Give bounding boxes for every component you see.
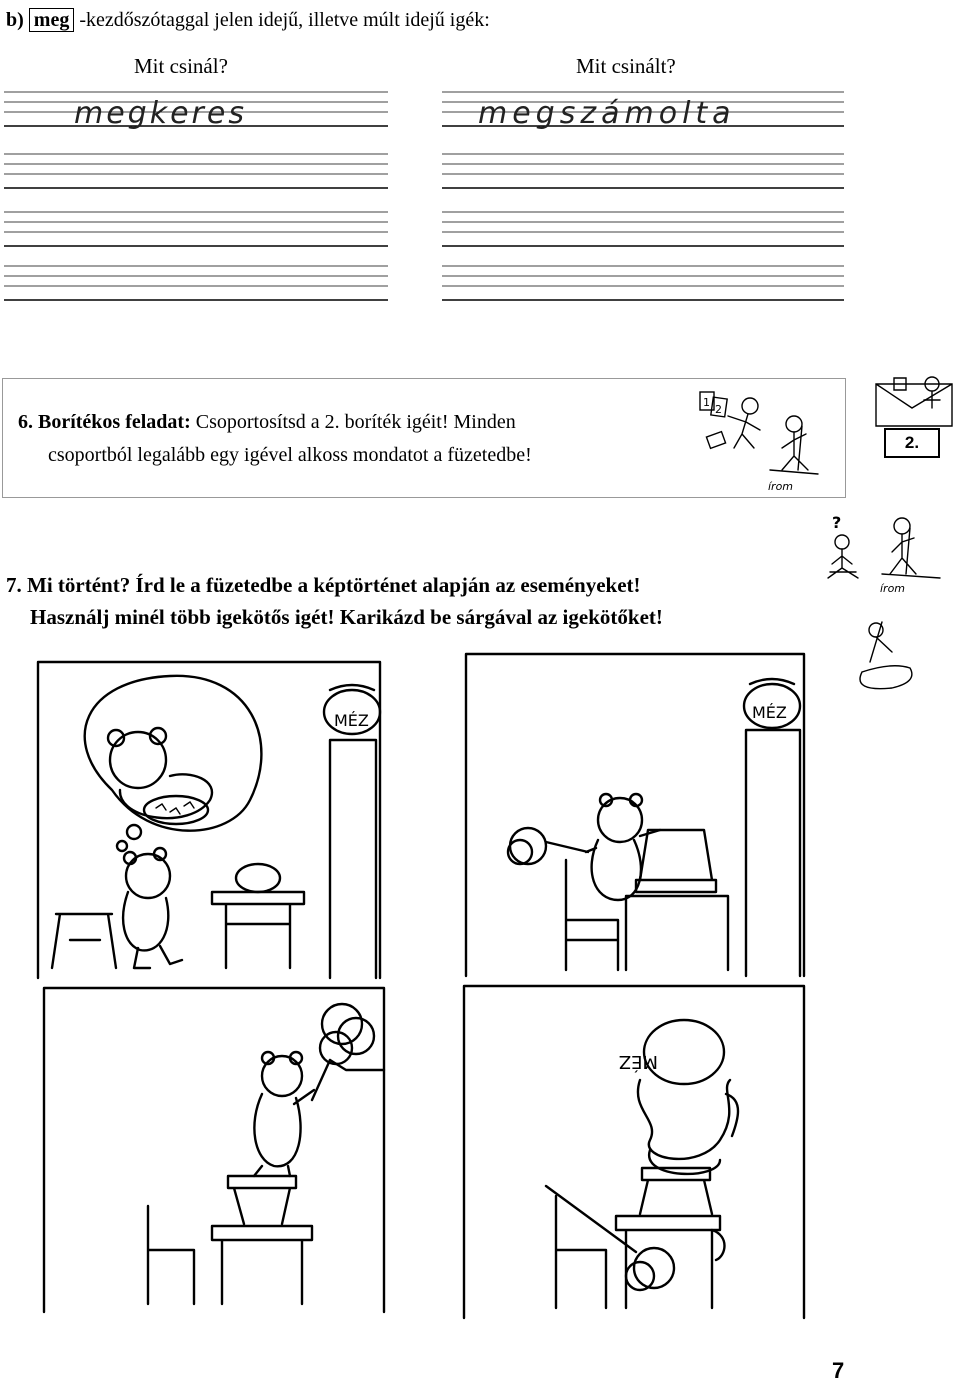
section-description: -kezdőszótaggal jelen idejű, illetve múlt idejű igék: (79, 9, 490, 31)
page-number: 7 (832, 1358, 845, 1383)
panel-3 (148, 1004, 384, 1304)
exercise-6-icon-caption: írom (768, 480, 794, 493)
right-example-word: megszámolta (478, 96, 736, 131)
left-example-word: megkeres (74, 96, 247, 131)
exercise-7-number: 7. (6, 573, 22, 597)
exercise-7-line-2: Használj minél több igekötős igét! Karikázd be sárgával az igekötőket! (30, 605, 663, 629)
left-column-question: Mit csinál? (134, 54, 228, 78)
exercise-7-icon-caption: írom (880, 582, 906, 595)
panel-2-jar-label: MÉZ (752, 703, 787, 722)
question-mark-icon: ? (832, 513, 842, 532)
exercise-7-instruction-1: Mi történt? Írd le a füzetedbe a képtörténet alapján az eseményeket! (27, 573, 641, 597)
panel-1 (52, 676, 380, 978)
prefix-word-box: meg (29, 8, 75, 32)
panel-3-frame (44, 988, 384, 1312)
envelope-number-badge: 2. (884, 428, 940, 458)
exercise-6-title: Borítékos feladat: (38, 411, 191, 433)
exercise-6-instruction: Csoportosítsd a 2. boríték igéit! Minden (195, 411, 516, 433)
exercise-6-number: 6. (18, 411, 33, 433)
section-label: b) (6, 9, 24, 31)
svg-text:2: 2 (715, 403, 722, 416)
right-column-question: Mit csinált? (576, 54, 676, 78)
panel-1-jar-label: MÉZ (334, 711, 369, 730)
panel-4 (546, 1020, 738, 1308)
exercise-6-line-2: csoportból legalább egy igével alkoss mondatot a füzetedbe! (48, 444, 532, 466)
panel-1-frame (38, 662, 380, 978)
svg-text:1: 1 (703, 396, 710, 409)
panel-4-jar-label: MÉZ (618, 1051, 658, 1072)
panel-2 (508, 679, 800, 976)
